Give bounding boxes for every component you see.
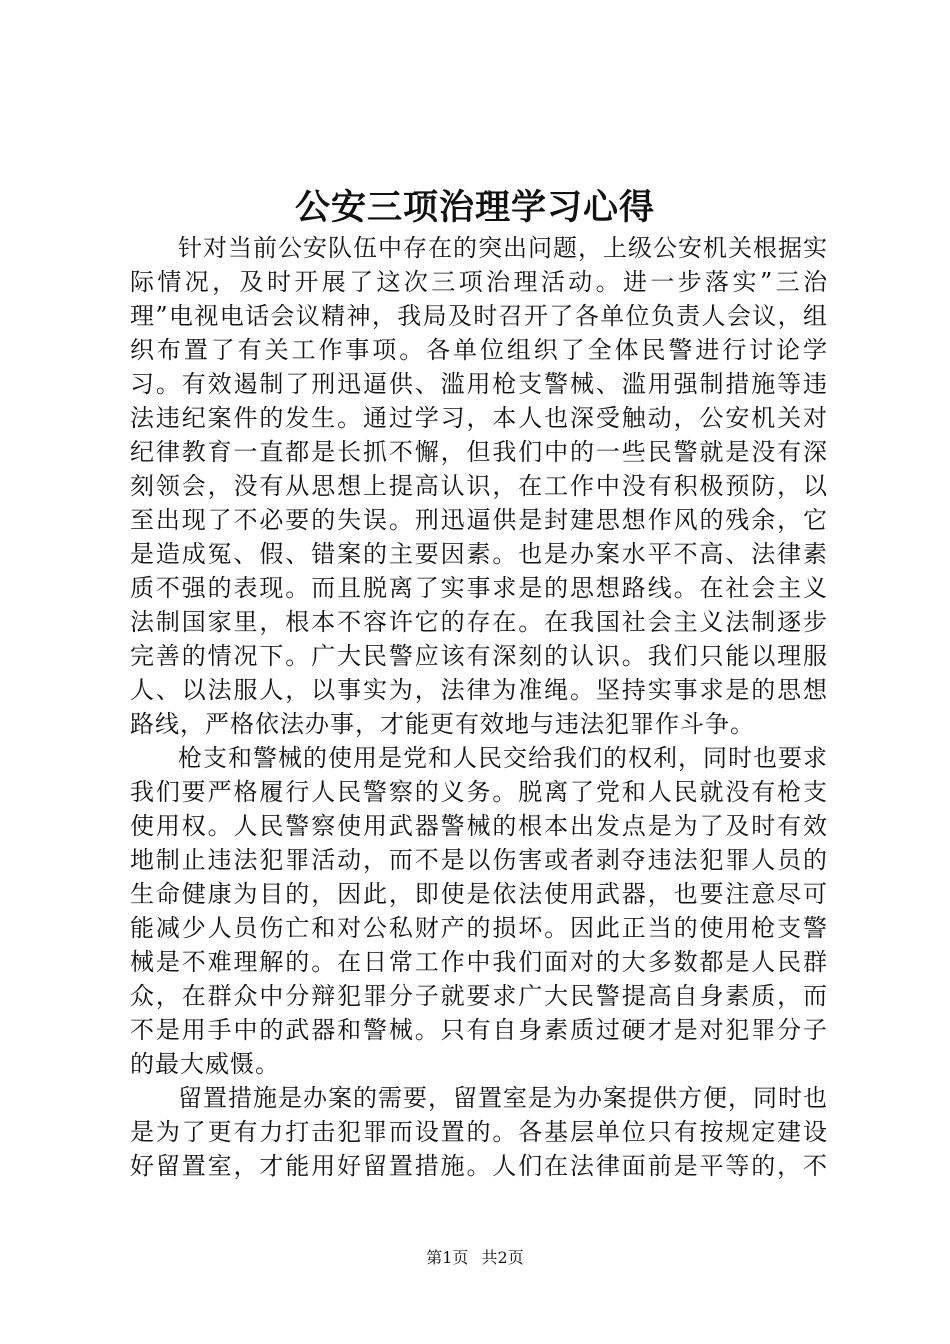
document-body: [130, 231, 828, 1183]
document-title: 公安三项治理学习心得: [294, 187, 655, 228]
paragraph-3: 留置措施是办案的需要，留置室是为办案提供方便，同时也是为了更有力打击犯罪而设置的。各基层单位只有按规定建设好留置室，才能用好留置措施。人们在法律面前是平等的，不: [130, 1084, 828, 1180]
page-number-total: 共2页: [481, 1248, 524, 1267]
page-footer: [0, 1247, 950, 1269]
page-number-current: 第1页: [426, 1248, 469, 1267]
paragraph-2: 枪支和警械的使用是党和人民交给我们的权利，同时也要求我们要严格履行人民警察的义务。脱离了党和人民就没有枪支使用权。人民警察使用武器警械的根本出发点是为了及时有效地制止违法犯罪活动，而不是以伤害或者剥夺违法犯罪人员的生命健康为目的，因此，即使是依法使用武器，也要注意尽可能减少人员伤亡和对公私财产的损坏。因此正当的使用枪支警械是不难理解的。在日常工作中我们面对的大多数都是人民群众，在群众中分辩犯罪分子就要求广大民警提高自身素质，而不是用手中的武器和警械。只有自身素质过硬才是对犯罪分子的最大威慑。: [130, 744, 828, 1078]
paragraph-1: 针对当前公安队伍中存在的突出问题，上级公安机关根据实际情况，及时开展了这次三项治理活动。进一步落实”三治理”电视电话会议精神，我局及时召开了各单位负责人会议，组织布置了有关工作事项。各单位组织了全体民警进行讨论学习。有效遏制了刑迅逼供、滥用枪支警械、滥用强制措施等违法违纪案件的发生。通过学习，本人也深受触动，公安机关对纪律教育一直都是长抓不懈，但我们中的一些民警就是没有深刻领会，没有从思想上提高认识，在工作中没有积极预防，以至出现了不必要的失误。刑迅逼供是封建思想作风的残余，它是造成冤、假、错案的主要因素。也是办案水平不高、法律素质不强的表现。而且脱离了实事求是的思想路线。在社会主义法制国家里，根本不容许它的存在。在我国社会主义法制逐步完善的情况下。广大民警应该有深刻的认识。我们只能以理服人、以法服人，以事实为，法律为准绳。坚持实事求是的思想路线，严格依法办事，才能更有效地与违法犯罪作斗争。: [130, 234, 828, 738]
